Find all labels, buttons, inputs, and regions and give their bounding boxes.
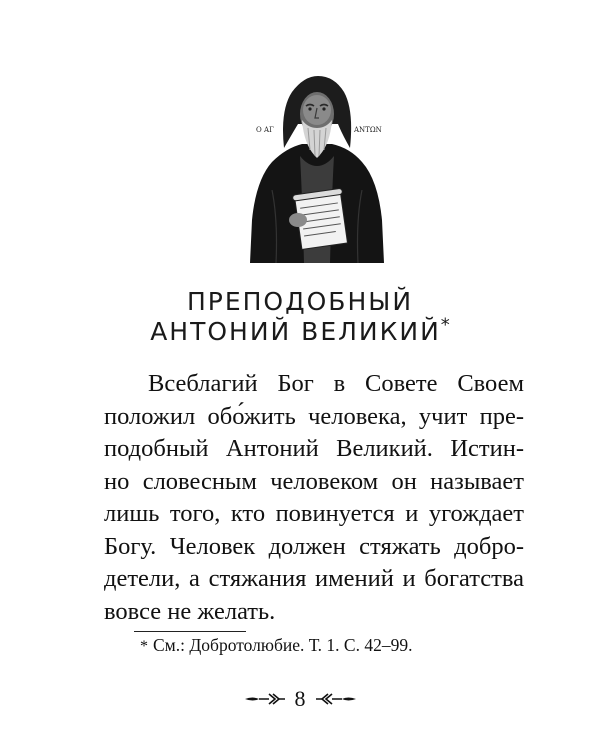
right-ornament-icon [316,692,356,706]
heading-line-2 [0,314,600,346]
icon-inscription-right: ΑΝΤΩΝ [354,126,382,134]
footnote-reference-mark: * [440,314,450,336]
body-line: положил обо́жить человека, учит пре- [104,402,524,430]
body-line: вовсе не желать. [104,597,276,625]
page-number: 8 [294,686,306,711]
body-line: но словесным человеком он называет [104,467,524,495]
heading-line-2-text: АНТОНИЙ ВЕЛИКИЙ [150,317,441,346]
footnote-mark: * [140,638,148,655]
body-line: Всеблагий Бог в Совете Своем [148,370,524,397]
page-number-row [0,684,600,714]
body-line: детели, а стяжания имений и богатства [104,565,524,592]
icon-inscription-left: Ο ΑΓ [256,126,274,134]
body-paragraph [104,368,524,628]
body-line: Богу. Человек должен стяжать добро- [104,532,524,560]
heading-line-1: ПРЕПОДОБНЫЙ [186,287,414,316]
footnote [140,635,412,656]
footnote-text: См.: Добротолюбие. Т. 1. С. 42–99. [153,635,413,655]
saint-icon [242,70,392,263]
footnote-divider [134,631,246,632]
body-line: подобный Антоний Великий. Истин- [104,435,524,462]
body-line: лишь того, кто повинуется и угождает [104,500,524,527]
left-ornament-icon [245,692,285,706]
